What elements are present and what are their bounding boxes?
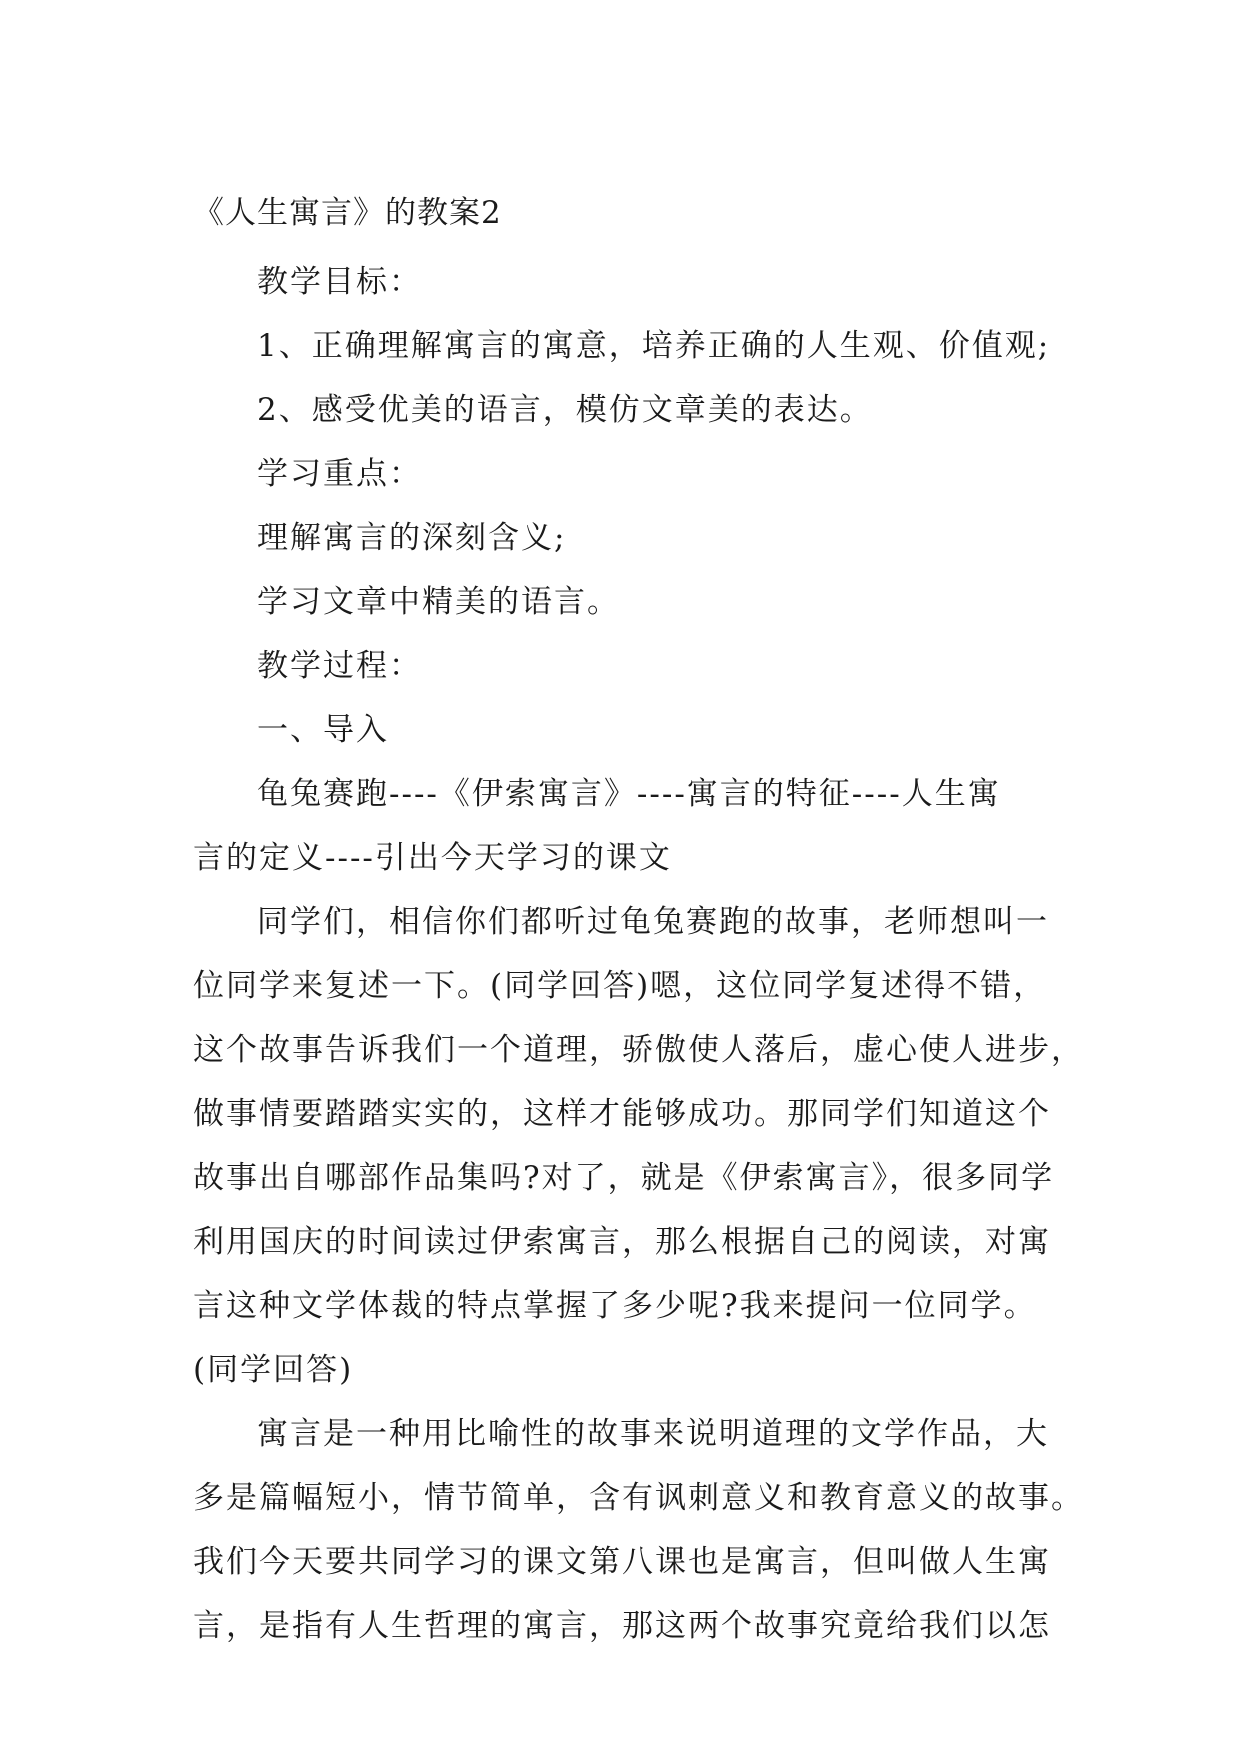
- heading-teaching-goals: 教学目标：: [257, 264, 422, 300]
- paragraph-2: [193, 890, 1084, 1402]
- paragraph-line: 我们今天要共同学习的课文第八课也是寓言，但叫做人生寓: [193, 1544, 1051, 1580]
- document-title: 《人生寓言》的教案2: [193, 195, 502, 231]
- paragraph-3: [193, 1402, 1084, 1658]
- paragraph-line: 龟兔赛跑----《伊索寓言》----寓言的特征----人生寓: [257, 776, 1001, 812]
- key-point-1: 理解寓言的深刻含义;: [257, 520, 567, 556]
- paragraph-1: [193, 762, 1063, 890]
- paragraph-line: 同学们，相信你们都听过龟兔赛跑的故事，老师想叫一: [257, 904, 1049, 940]
- goal-item-2: 2、感受优美的语言，模仿文章美的表达。: [257, 392, 873, 428]
- paragraph-line: 多是篇幅短小，情节简单，含有讽刺意义和教育意义的故事。: [193, 1480, 1084, 1516]
- paragraph-line: 言，是指有人生哲理的寓言，那这两个故事究竟给我们以怎: [193, 1608, 1051, 1644]
- paragraph-line: 位同学来复述一下。(同学回答)嗯，这位同学复述得不错，: [193, 968, 1047, 1004]
- heading-teaching-process: 教学过程：: [257, 648, 422, 684]
- paragraph-line: 这个故事告诉我们一个道理，骄傲使人落后，虚心使人进步，: [193, 1032, 1084, 1068]
- heading-key-points: 学习重点：: [257, 456, 422, 492]
- paragraph-line: 做事情要踏踏实实的，这样才能够成功。那同学们知道这个: [193, 1096, 1051, 1132]
- paragraph-line: (同学回答): [193, 1352, 354, 1388]
- document-page: [193, 190, 1084, 1658]
- paragraph-line: 利用国庆的时间读过伊索寓言，那么根据自己的阅读，对寓: [193, 1224, 1051, 1260]
- paragraph-line: 寓言是一种用比喻性的故事来说明道理的文学作品，大: [257, 1416, 1049, 1452]
- paragraph-line: 故事出自哪部作品集吗?对了，就是《伊索寓言》，很多同学: [193, 1160, 1055, 1196]
- paragraph-line: 言的定义----引出今天学习的课文: [193, 840, 672, 876]
- key-point-2: 学习文章中精美的语言。: [257, 584, 620, 620]
- section-intro-heading: 一、导入: [257, 712, 389, 748]
- paragraph-line: 言这种文学体裁的特点掌握了多少呢?我来提问一位同学。: [193, 1288, 1037, 1324]
- goal-item-1: 1、正确理解寓言的寓意，培养正确的人生观、价值观;: [257, 328, 1051, 364]
